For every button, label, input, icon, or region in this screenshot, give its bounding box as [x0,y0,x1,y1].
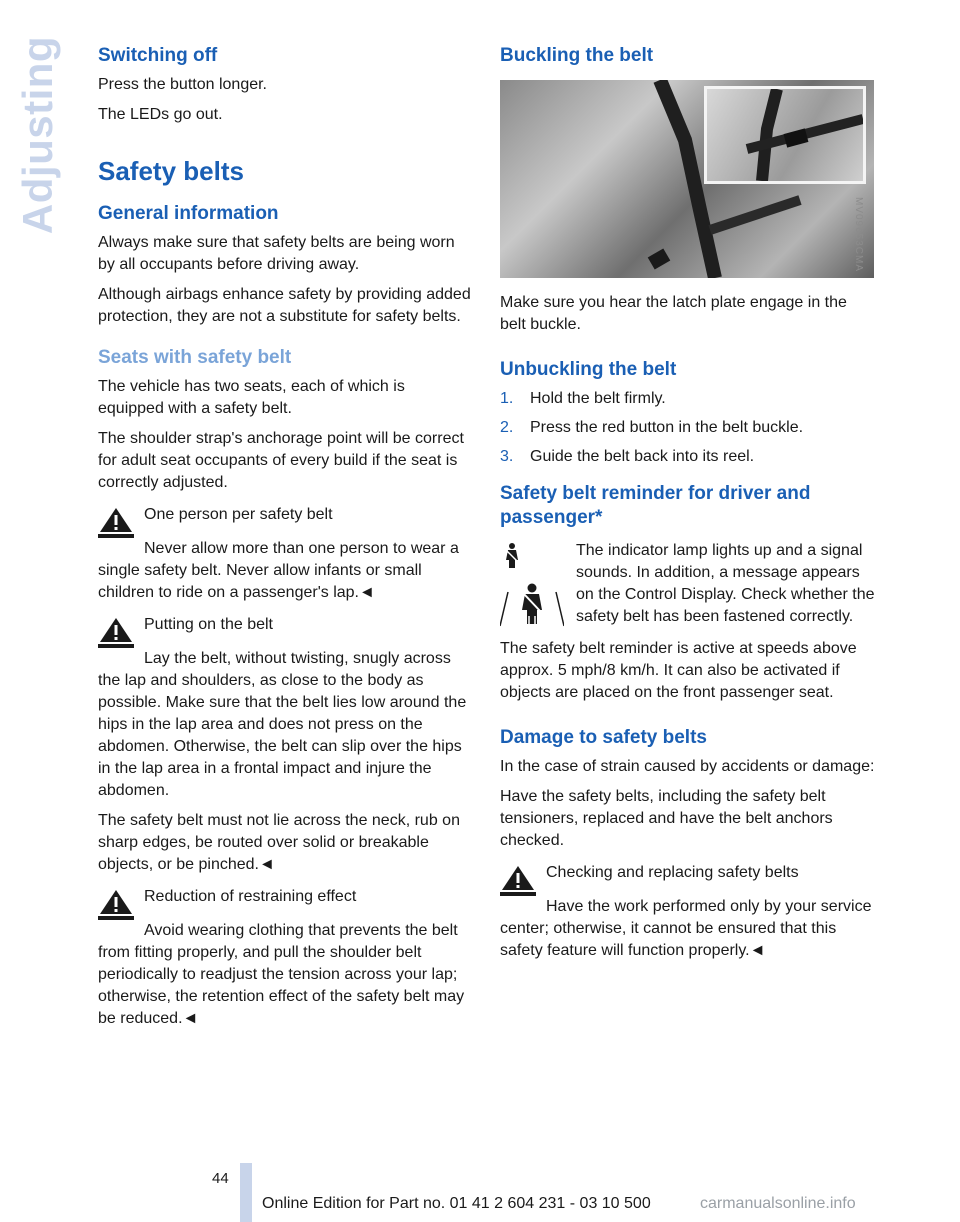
list-item: 1. Hold the belt firmly. [500,390,666,407]
damage-text-2: Have the safety belts, including the safety belt tensioners, replaced and have the belt anchors checked. [500,788,833,849]
seats-text-2: The shoulder strap's anchorage point will be correct for adult seat occupants of every build if the seat is correctly adjusted. [98,430,464,491]
warning-restraining [98,886,474,1030]
warning-checking [500,862,876,962]
right-column [500,44,876,970]
warning-triangle-icon [500,864,536,896]
chapter-tab [16,30,60,240]
general-info-text-1: Always make sure that safety belts are being worn by all occupants before driving away. [98,234,455,273]
chapter-tab-label: Adjusting [14,35,62,235]
reminder-text-2: The safety belt reminder is active at speeds above approx. 5 mph/8 km/h. It can also be activated if objects are placed on the front passenger seat. [500,640,857,701]
seat-belt-photo [500,80,874,278]
unbuckling-heading: Unbuckling the belt [500,359,677,380]
damage-heading: Damage to safety belts [500,727,707,748]
buckling-heading: Buckling the belt [500,45,654,66]
buckle-detail-illustration [707,89,863,181]
warning-title: Putting on the belt [144,616,273,633]
footer-bar [240,1163,252,1222]
warning-triangle-icon [98,888,134,920]
seats-heading: Seats with safety belt [98,347,292,368]
image-code: MV09653CMA [852,196,864,273]
seats-text-1: The vehicle has two seats, each of which is equipped with a safety belt. [98,378,405,417]
page-number: 44 [212,1170,229,1187]
warning-triangle-icon [98,506,134,538]
warning-title: One person per safety belt [144,506,333,523]
edition-text: Online Edition for Part no. 01 41 2 604 231 - 03 10 500 [262,1195,651,1212]
warning-putting-on [98,614,474,876]
switching-off-heading: Switching off [98,45,218,66]
list-item: 3. Guide the belt back into its reel. [500,448,755,465]
warning-text: Avoid wearing clothing that prevents the belt from fitting properly, and pull the shoulder belt periodically to readjust the tension across your lap; otherwise, the retention effect of the safety belt may be reduced.◄ [98,922,465,1027]
warning-triangle-icon [98,616,134,648]
seatbelt-reminder-icon [500,540,564,636]
section-title: Safety belts [98,156,244,186]
buckling-caption: Make sure you hear the latch plate engage in the belt buckle. [500,294,847,333]
warning-title: Checking and replacing safety belts [546,864,799,881]
warning-text: Lay the belt, without twisting, snugly across the lap and shoulders, as close to the body as possible. Make sure that the belt lies low around the hips in the lap area and does not press on the abdomen. Otherwise, the belt can slip over the hips in the lap area in a frontal impact and injure the abdomen. [98,650,467,799]
warning-one-person [98,504,474,604]
warning-text-2: The safety belt must not lie across the neck, rub on sharp edges, be routed over solid or breakable objects, or be pinched.◄ [98,812,460,873]
list-item: 2. Press the red button in the belt buckle. [500,419,804,436]
damage-text-1: In the case of strain caused by accidents or damage: [500,758,875,775]
general-info-heading: General information [98,203,279,224]
reminder-heading: Safety belt reminder for driver and passenger* [500,483,811,528]
unbuckling-steps [500,388,876,468]
reminder-text: The indicator lamp lights up and a signal sounds. In addition, a message appears on the Control Display. Check whether the safety belt has been fastened correctly. [576,542,875,625]
left-column [98,44,474,1038]
general-info-text-2: Although airbags enhance safety by providing added protection, they are not a substitute for safety belts. [98,286,471,325]
warning-text: Never allow more than one person to wear a single safety belt. Never allow infants or small children to ride on a passenger's lap.◄ [98,540,459,601]
watermark: carmanualsonline.info [700,1195,856,1212]
detail-inset [704,86,866,184]
warning-title: Reduction of restraining effect [144,888,357,905]
switching-off-text-2: The LEDs go out. [98,106,223,123]
switching-off-text-1: Press the button longer. [98,76,267,93]
warning-text: Have the work performed only by your service center; otherwise, it cannot be ensured that this safety feature will function properly.◄ [500,898,872,959]
reminder-icons [500,540,564,636]
